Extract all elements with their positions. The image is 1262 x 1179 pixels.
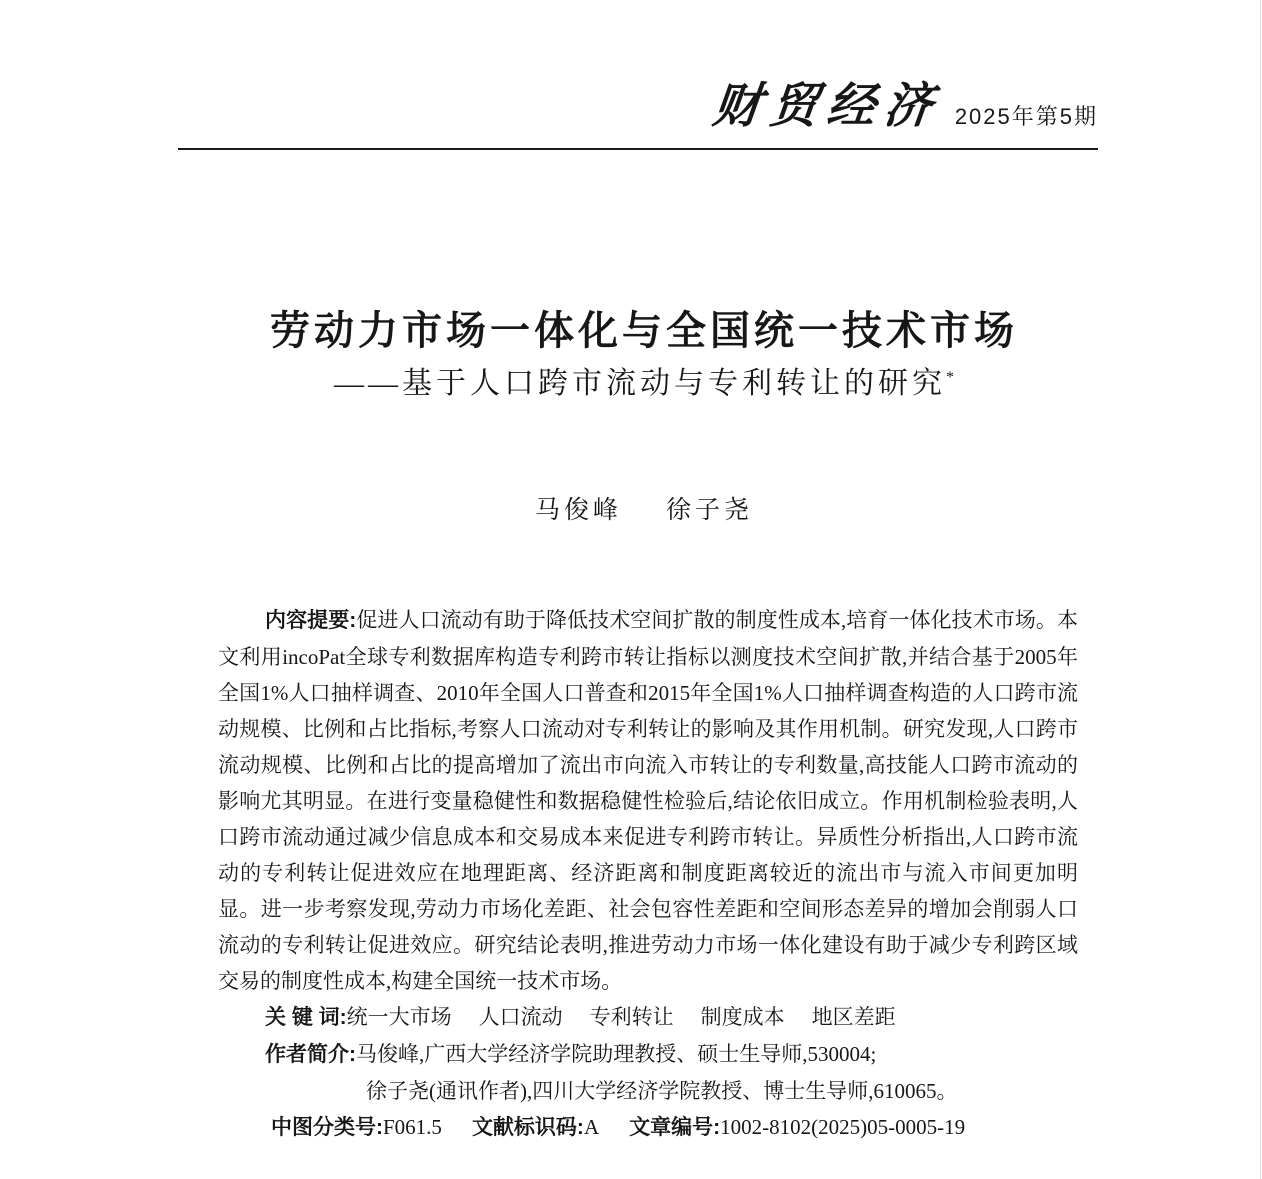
meta-row — [218, 1109, 1078, 1146]
clc-label: 中图分类号: — [271, 1116, 383, 1139]
author-name-1: 马俊峰 — [534, 497, 622, 524]
footnote-asterisk: * — [946, 369, 954, 386]
doc-code-label: 文献标识码: — [471, 1116, 584, 1139]
article-subtitle-text: ——基于人口跨市流动与专利转让的研究 — [334, 367, 946, 400]
author-name-2: 徐子尧 — [666, 497, 754, 524]
article-subtitle — [13, 358, 1262, 402]
abstract-text: 促进人口流动有助于降低技术空间扩散的制度性成本,培育一体化技术市场。本文利用incoPat全球专利数据库构造专利跨市转让指标以测度技术空间扩散,并结合基于2005年全国1%人口抽样调查、2010年全国人口普查和2015年全国1%人口抽样调查构造的人口跨市流动规模、比例和占比指标,考察人口流动对专利转让的影响及其作用机制。研究发现,人口跨市流动规模、比例和占比的提高增加了流出市向流入市转让的专利数量,高技能人口跨市流动的影响尤其明显。在进行变量稳健性和数据稳健性检验后,结论依旧成立。作用机制检验表明,人口跨市流动通过减少信息成本和交易成本来促进专利跨市转让。异质性分析指出,人口跨市流动的专利转让促进效应在地理距离、经济距离和制度距离较近的流出市与流入市间更加明显。进一步考察发现,劳动力市场化差距、社会包容性差距和空间形态差异的增加会削弱人口流动的专利转让促进效应。研究结论表明,推进劳动力市场一体化建设有助于减少专利跨区域交易的制度性成本,构建全国统一技术市场。 — [218, 608, 1078, 993]
article-id-pair — [629, 1115, 965, 1139]
front-matter-block — [218, 602, 1078, 1146]
article-id-label: 文章编号: — [629, 1116, 721, 1139]
keywords-label: 关 键 词: — [265, 1006, 347, 1029]
keywords-row — [218, 999, 1078, 1036]
author-bio-text-2: 徐子尧(通讯作者),四川大学经济学院教授、博士生导师,610065。 — [366, 1079, 958, 1103]
journal-logo: 财贸经济 — [710, 80, 944, 133]
doc-code-pair — [472, 1115, 599, 1139]
article-title: 劳动力市场一体化与全国统一技术市场 — [270, 308, 1018, 353]
clc-pair — [271, 1115, 442, 1139]
issue-label: 2025年第5期 — [954, 104, 1098, 130]
author-line — [13, 490, 1262, 526]
header-rule — [178, 148, 1098, 150]
abstract-label: 内容提要: — [265, 609, 357, 632]
keyword-item: 制度成本 — [700, 1005, 785, 1029]
keyword-item: 地区差距 — [811, 1005, 896, 1029]
keyword-item: 人口流动 — [478, 1005, 563, 1029]
journal-header — [178, 82, 1098, 132]
abstract-paragraph — [218, 602, 1078, 999]
page-edge-line — [1260, 0, 1261, 1179]
author-bio-label: 作者简介: — [265, 1043, 356, 1066]
keyword-item: 统一大市场 — [346, 1005, 452, 1029]
author-bio-text-1: 马俊峰,广西大学经济学院助理教授、硕士生导师,530004; — [356, 1042, 877, 1066]
keyword-item: 专利转让 — [589, 1005, 674, 1029]
author-bio-line-1 — [218, 1036, 1078, 1073]
article-id-value: 1002-8102(2025)05-0005-19 — [720, 1115, 966, 1139]
author-bio-line-2 — [218, 1073, 1078, 1109]
doc-code-value: A — [583, 1115, 600, 1139]
clc-value: F061.5 — [383, 1115, 442, 1139]
